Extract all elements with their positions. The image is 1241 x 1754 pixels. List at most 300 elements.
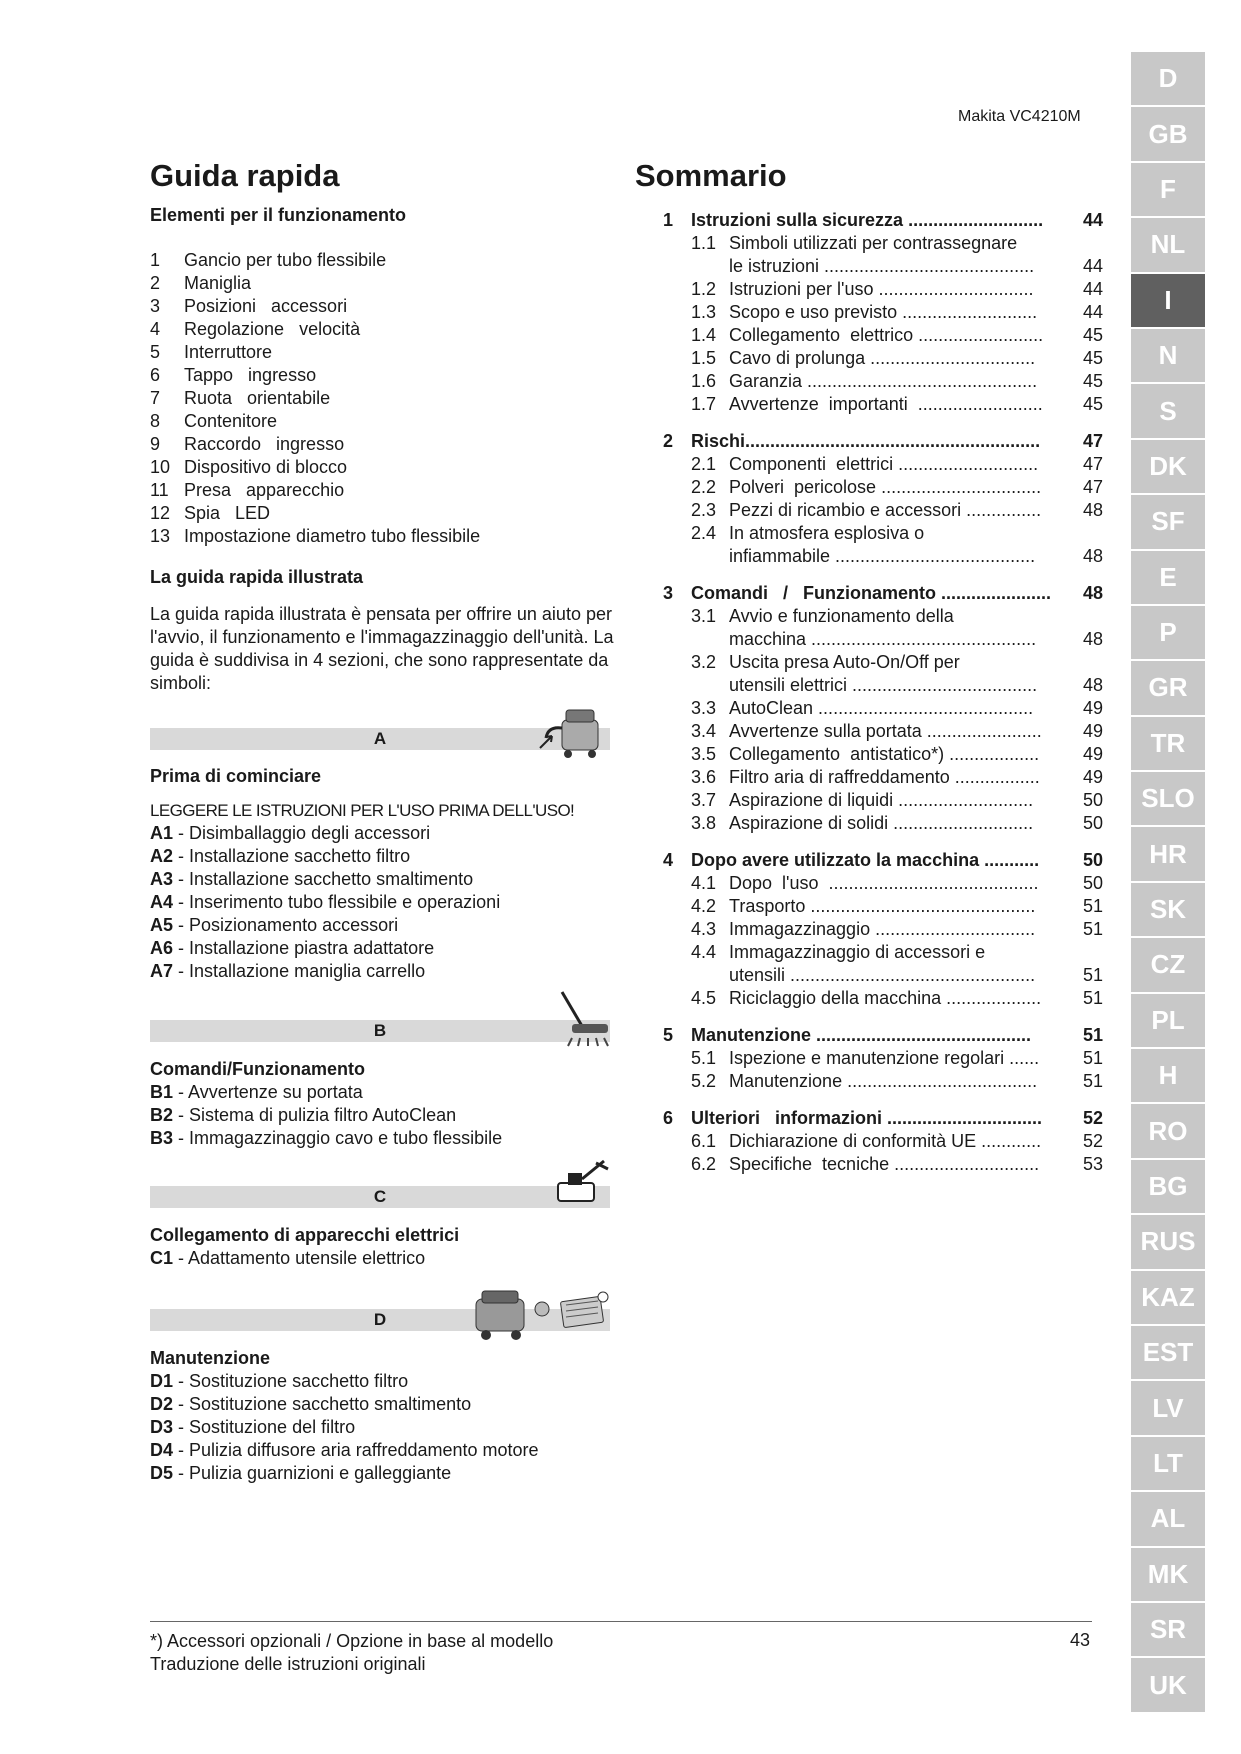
toc-subsection[interactable] [663, 393, 1103, 416]
power-tool-icon [552, 1157, 612, 1209]
subsection-page: 48 [1082, 500, 1103, 520]
section-item [150, 960, 574, 983]
item-code: A7 [150, 961, 174, 981]
element-label: Ruota orientabile [184, 388, 331, 408]
language-tab-est[interactable]: EST [1131, 1326, 1205, 1379]
item-text: - Sistema di pulizia filtro AutoClean [173, 1105, 457, 1125]
language-tab-n[interactable]: N [1131, 329, 1205, 382]
element-label: Posizioni accessori [184, 296, 348, 316]
subsection-title-cont: le istruzioni .......................................... [729, 256, 1035, 276]
toc-subsection[interactable] [663, 1153, 1103, 1176]
toc-subsection[interactable] [663, 476, 1103, 499]
item-text: - Pulizia guarnizioni e galleggiante [173, 1463, 452, 1483]
item-code: B1 [150, 1082, 174, 1102]
item-text: - Pulizia diffusore aria raffreddamento motore [173, 1440, 539, 1460]
subsection-number: 3.3 [691, 698, 717, 718]
toc-chapter-heading[interactable] [663, 582, 1103, 605]
section-item [150, 1127, 502, 1150]
subsection-number: 2.3 [691, 500, 717, 520]
chapter-page: 44 [1082, 210, 1103, 230]
chapter-page: 52 [1082, 1108, 1103, 1128]
toc-subsection[interactable] [663, 278, 1103, 301]
item-text: - Sostituzione del filtro [173, 1417, 356, 1437]
language-tab-tr[interactable]: TR [1131, 717, 1205, 770]
section-item [150, 1081, 502, 1104]
subsection-title: AutoClean ........................................... [729, 698, 1034, 718]
section-item [150, 1104, 502, 1127]
toc-subsection[interactable] [663, 453, 1103, 476]
subsection-title: Avvio e funzionamento della [729, 606, 954, 626]
language-tab-lt[interactable]: LT [1131, 1437, 1205, 1490]
section-b-group [150, 1058, 502, 1150]
subsection-page: 45 [1082, 348, 1103, 368]
toc-subsection[interactable] [663, 1047, 1103, 1070]
subsection-number: 6.2 [691, 1154, 717, 1174]
chapter-number: 2 [663, 431, 674, 451]
toc-subsection[interactable] [663, 987, 1103, 1010]
subsection-title: Componenti elettrici ............................ [729, 454, 1039, 474]
element-item [150, 341, 480, 364]
subsection-title: Pezzi di ricambio e accessori ............... [729, 500, 1042, 520]
subsection-title: Dopo l'uso .......................................... [729, 873, 1039, 893]
language-tab-hr[interactable]: HR [1131, 827, 1205, 880]
subsection-title-cont: macchina ............................................. [729, 629, 1037, 649]
language-tab-p[interactable]: P [1131, 606, 1205, 659]
subsection-title-cont: utensili elettrici ..................................... [729, 675, 1038, 695]
toc-chapter [663, 209, 1103, 416]
toc-subsection[interactable] [663, 324, 1103, 347]
toc-subsection-continued [663, 674, 1103, 697]
chapter-title: Istruzioni sulla sicurezza ........................... [691, 210, 1044, 230]
subsection-title: Avvertenze sulla portata ....................... [729, 721, 1042, 741]
subsection-title: In atmosfera esplosiva o [729, 523, 925, 543]
subsection-number: 3.7 [691, 790, 717, 810]
chapter-page: 50 [1082, 850, 1103, 870]
subsection-title: Garanzia .............................................. [729, 371, 1038, 391]
language-tab-ro[interactable]: RO [1131, 1104, 1205, 1157]
subsection-page: 49 [1082, 767, 1103, 787]
item-code: A4 [150, 892, 174, 912]
language-tab-rus[interactable]: RUS [1131, 1215, 1205, 1268]
subsection-number: 3.8 [691, 813, 717, 833]
subsection-title-cont: utensili ................................................. [729, 965, 1036, 985]
toc-subsection[interactable] [663, 651, 1103, 674]
item-code: A2 [150, 846, 174, 866]
element-label: Contenitore [184, 411, 278, 431]
item-text: - Installazione piastra adattatore [173, 938, 435, 958]
section-item [150, 891, 574, 914]
toc-subsection[interactable] [663, 370, 1103, 393]
subsection-page: 44 [1082, 302, 1103, 322]
toc-chapter-heading[interactable] [663, 849, 1103, 872]
language-tab-slo[interactable]: SLO [1131, 772, 1205, 825]
subsection-title: Immagazzinaggio di accessori e [729, 942, 986, 962]
item-text: - Installazione maniglia carrello [173, 961, 426, 981]
toc-subsection[interactable] [663, 522, 1103, 545]
subsection-number: 3.2 [691, 652, 717, 672]
toc-subsection[interactable] [663, 605, 1103, 628]
language-tab-uk[interactable]: UK [1131, 1658, 1205, 1711]
chapter-title: Ulteriori informazioni ............................... [691, 1108, 1043, 1128]
subsection-number: 1.3 [691, 302, 717, 322]
subsection-page [1067, 232, 1103, 255]
language-tab-e[interactable]: E [1131, 551, 1205, 604]
item-text: - Inserimento tubo flessibile e operazioni [173, 892, 501, 912]
elements-list [150, 249, 480, 548]
subsection-number: 3.4 [691, 721, 717, 741]
element-number: 6 [150, 365, 161, 385]
section-c-group [150, 1224, 459, 1270]
subsection-number: 1.4 [691, 325, 717, 345]
footer-notes [150, 1630, 553, 1676]
chapter-title: Comandi / Funzionamento ...................... [691, 583, 1052, 603]
toc-title: Sommario [635, 158, 787, 193]
language-tab-cz[interactable]: CZ [1131, 938, 1205, 991]
section-item [150, 1416, 539, 1439]
language-tab-lv[interactable]: LV [1131, 1381, 1205, 1434]
subsection-page: 47 [1082, 454, 1103, 474]
element-number: 3 [150, 296, 161, 316]
subsection-number: 4.3 [691, 919, 717, 939]
toc-subsection[interactable] [663, 812, 1103, 835]
toc-subsection[interactable] [663, 766, 1103, 789]
element-label: Raccordo ingresso [184, 434, 345, 454]
element-label: Tappo ingresso [184, 365, 317, 385]
language-tab-s[interactable]: S [1131, 384, 1205, 437]
language-tab-al[interactable]: AL [1131, 1492, 1205, 1545]
section-item [150, 1370, 539, 1393]
subsection-title: Polveri pericolose ................................ [729, 477, 1042, 497]
item-code: B2 [150, 1105, 174, 1125]
subsection-number: 3.1 [691, 606, 717, 626]
language-tab-mk[interactable]: MK [1131, 1548, 1205, 1601]
element-item [150, 295, 480, 318]
toc-chapter-heading[interactable] [663, 1024, 1103, 1047]
element-number: 4 [150, 319, 161, 339]
subsection-title: Collegamento elettrico ......................... [729, 325, 1044, 345]
element-label: Interruttore [184, 342, 273, 362]
subsection-page: 48 [1082, 629, 1103, 649]
subsection-page: 51 [1082, 1071, 1103, 1091]
element-number: 7 [150, 388, 161, 408]
footer-translation: Traduzione delle istruzioni originali [150, 1654, 426, 1674]
subsection-page [1067, 522, 1103, 545]
section-item [150, 1439, 539, 1462]
subsection-number: 6.1 [691, 1131, 717, 1151]
subsection-title: Simboli utilizzati per contrassegnare [729, 233, 1018, 253]
subsection-number: 4.2 [691, 896, 717, 916]
toc-subsection[interactable] [663, 1130, 1103, 1153]
toc-subsection[interactable] [663, 720, 1103, 743]
subsection-page: 45 [1082, 394, 1103, 414]
element-number: 9 [150, 434, 161, 454]
subsection-title: Collegamento antistatico*) .................. [729, 744, 1040, 764]
illustrated-guide-title: La guida rapida illustrata [150, 567, 364, 587]
subsection-title: Aspirazione di liquidi ........................... [729, 790, 1034, 810]
page-number: 43 [1070, 1630, 1091, 1650]
subsection-page: 48 [1082, 675, 1103, 695]
model-name: Makita VC4210M [958, 108, 1081, 125]
chapter-title: Manutenzione ........................................... [691, 1025, 1032, 1045]
chapter-title: Dopo avere utilizzato la macchina ........... [691, 850, 1040, 870]
subsection-number: 2.2 [691, 477, 717, 497]
chapter-number: 3 [663, 583, 674, 603]
section-d-title: Manutenzione [150, 1348, 270, 1368]
subsection-page: 49 [1082, 698, 1103, 718]
toc-chapter [663, 1024, 1103, 1093]
chapter-page: 48 [1082, 583, 1103, 603]
language-tab-gr[interactable]: GR [1131, 661, 1205, 714]
chapter-number: 5 [663, 1025, 674, 1045]
subsection-page: 49 [1082, 744, 1103, 764]
subsection-page [1067, 651, 1103, 674]
element-number: 12 [150, 503, 171, 523]
language-tab-f[interactable]: F [1131, 163, 1205, 216]
chapter-page: 51 [1082, 1025, 1103, 1045]
subsection-page: 51 [1082, 896, 1103, 916]
item-text: - Disimballaggio degli accessori [173, 823, 431, 843]
subsection-title-cont: infiammabile ........................................ [729, 546, 1036, 566]
element-number: 10 [150, 457, 171, 477]
subsection-number: 1.5 [691, 348, 717, 368]
section-c-title: Collegamento di apparecchi elettrici [150, 1225, 460, 1245]
element-label: Gancio per tubo flessibile [184, 250, 387, 270]
language-tab-sf[interactable]: SF [1131, 495, 1205, 548]
section-d-group [150, 1347, 539, 1485]
subsection-title: Trasporto ............................................. [729, 896, 1036, 916]
element-label: Maniglia [184, 273, 252, 293]
toc-chapter [663, 849, 1103, 1010]
subsection-page: 51 [1082, 1048, 1103, 1068]
language-tab-dk[interactable]: DK [1131, 440, 1205, 493]
item-code: A3 [150, 869, 174, 889]
subsection-page: 52 [1082, 1131, 1103, 1151]
elements-subtitle: Elementi per il funzionamento [150, 205, 407, 225]
language-tab-sk[interactable]: SK [1131, 883, 1205, 936]
toc-chapter-heading[interactable] [663, 1107, 1103, 1130]
subsection-page: 44 [1082, 256, 1103, 276]
toc-subsection-continued [663, 628, 1103, 651]
chapter-number: 6 [663, 1108, 674, 1128]
language-tab-sr[interactable]: SR [1131, 1603, 1205, 1656]
toc-chapter-heading[interactable] [663, 209, 1103, 232]
subsection-title: Aspirazione di solidi ............................ [729, 813, 1034, 833]
subsection-page [1067, 941, 1103, 964]
item-text: - Immagazzinaggio cavo e tubo flessibile [173, 1128, 503, 1148]
toc-subsection[interactable] [663, 697, 1103, 720]
floor-nozzle-icon [552, 990, 612, 1048]
subsection-title: Cavo di prolunga ................................. [729, 348, 1036, 368]
toc-subsection[interactable] [663, 743, 1103, 766]
subsection-title: Ispezione e manutenzione regolari ...... [729, 1048, 1040, 1068]
chapter-number: 4 [663, 850, 674, 870]
subsection-page: 51 [1082, 965, 1103, 985]
toc-chapter [663, 430, 1103, 568]
subsection-number: 1.2 [691, 279, 717, 299]
language-tab-d[interactable]: D [1131, 52, 1205, 105]
item-code: D3 [150, 1417, 174, 1437]
footer-divider [150, 1621, 1092, 1622]
chapter-number: 1 [663, 210, 674, 230]
subsection-page: 50 [1082, 813, 1103, 833]
section-b-title: Comandi/Funzionamento [150, 1059, 365, 1079]
toc-subsection[interactable] [663, 1070, 1103, 1093]
toc-chapter [663, 1107, 1103, 1176]
toc-subsection[interactable] [663, 232, 1103, 255]
language-tab-pl[interactable]: PL [1131, 994, 1205, 1047]
section-d-bar: D [150, 1309, 610, 1331]
subsection-title: Dichiarazione di conformità UE ............ [729, 1131, 1042, 1151]
subsection-number: 1.1 [691, 233, 717, 253]
section-item [150, 1462, 539, 1485]
section-a-title: Prima di cominciare [150, 766, 322, 786]
item-text: - Installazione sacchetto filtro [173, 846, 411, 866]
item-code: A1 [150, 823, 174, 843]
subsection-number: 4.5 [691, 988, 717, 1008]
subsection-title: Filtro aria di raffreddamento ................. [729, 767, 1040, 787]
subsection-page: 50 [1082, 790, 1103, 810]
language-tab-bg[interactable]: BG [1131, 1160, 1205, 1213]
subsection-page: 50 [1082, 873, 1103, 893]
subsection-title: Riciclaggio della macchina ................... [729, 988, 1042, 1008]
toc-subsection[interactable] [663, 789, 1103, 812]
maintenance-icon [470, 1285, 612, 1343]
subsection-number: 2.1 [691, 454, 717, 474]
element-item [150, 479, 480, 502]
subsection-title: Scopo e uso previsto ........................... [729, 302, 1038, 322]
subsection-page [1067, 605, 1103, 628]
toc-subsection[interactable] [663, 499, 1103, 522]
chapter-page: 47 [1082, 431, 1103, 451]
element-item [150, 364, 480, 387]
subsection-page: 51 [1082, 988, 1103, 1008]
element-item [150, 410, 480, 433]
subsection-page: 44 [1082, 279, 1103, 299]
item-text: - Posizionamento accessori [173, 915, 399, 935]
toc-subsection[interactable] [663, 895, 1103, 918]
element-item [150, 387, 480, 410]
section-a-bar: A [150, 728, 610, 750]
subsection-page: 47 [1082, 477, 1103, 497]
subsection-number: 1.6 [691, 371, 717, 391]
section-item [150, 1247, 459, 1270]
element-item [150, 502, 480, 525]
item-text: - Avvertenze su portata [173, 1082, 363, 1102]
subsection-number: 4.1 [691, 873, 717, 893]
section-item [150, 822, 574, 845]
toc-chapter-heading[interactable] [663, 430, 1103, 453]
item-text: - Sostituzione sacchetto smaltimento [173, 1394, 472, 1414]
subsection-title: Istruzioni per l'uso ............................... [729, 279, 1034, 299]
subsection-page: 49 [1082, 721, 1103, 741]
element-label: Spia LED [184, 503, 271, 523]
element-label: Dispositivo di blocco [184, 457, 348, 477]
toc-subsection-continued [663, 255, 1103, 278]
item-text: - Installazione sacchetto smaltimento [173, 869, 474, 889]
toc-subsection[interactable] [663, 872, 1103, 895]
chapter-title: Rischi........................................................... [691, 431, 1041, 451]
toc-subsection[interactable] [663, 941, 1103, 964]
item-code: A6 [150, 938, 174, 958]
subsection-page: 53 [1082, 1154, 1103, 1174]
item-code: D4 [150, 1440, 174, 1460]
element-item [150, 249, 480, 272]
subsection-number: 2.4 [691, 523, 717, 543]
element-item [150, 433, 480, 456]
section-item [150, 845, 574, 868]
element-label: Regolazione velocità [184, 319, 361, 339]
vacuum-icon [538, 702, 612, 760]
subsection-title: Manutenzione ...................................... [729, 1071, 1038, 1091]
item-code: D5 [150, 1463, 174, 1483]
subsection-title: Specifiche tecniche ............................. [729, 1154, 1040, 1174]
language-sidebar [1131, 52, 1205, 1714]
language-tab-h[interactable]: H [1131, 1049, 1205, 1102]
subsection-page: 45 [1082, 325, 1103, 345]
section-item [150, 914, 574, 937]
element-number: 8 [150, 411, 161, 431]
item-code: D1 [150, 1371, 174, 1391]
toc-subsection[interactable] [663, 918, 1103, 941]
item-text: - Adattamento utensile elettrico [173, 1248, 426, 1268]
language-tab-gb[interactable]: GB [1131, 107, 1205, 160]
language-tab-kaz[interactable]: KAZ [1131, 1271, 1205, 1324]
footer-note: *) Accessori opzionali / Opzione in base al modello [150, 1631, 554, 1651]
subsection-number: 3.6 [691, 767, 717, 787]
language-tab-nl[interactable]: NL [1131, 218, 1205, 271]
subsection-title: Uscita presa Auto-On/Off per [729, 652, 960, 672]
subsection-number: 1.7 [691, 394, 717, 414]
section-item [150, 937, 574, 960]
toc-subsection-continued [663, 545, 1103, 568]
element-number: 1 [150, 250, 161, 270]
quick-guide-title: Guida rapida [150, 158, 340, 193]
toc-subsection[interactable] [663, 347, 1103, 370]
toc-chapter [663, 582, 1103, 835]
item-code: A5 [150, 915, 174, 935]
item-code: B3 [150, 1128, 174, 1148]
toc-subsection[interactable] [663, 301, 1103, 324]
section-b-bar: B [150, 1020, 610, 1042]
element-item [150, 318, 480, 341]
element-item [150, 525, 480, 548]
section-c-bar: C [150, 1186, 610, 1208]
item-code: C1 [150, 1248, 174, 1268]
subsection-title: Avvertenze importanti ......................... [729, 394, 1043, 414]
section-a-group [150, 765, 574, 983]
subsection-number: 4.4 [691, 942, 717, 962]
toc-subsection-continued [663, 964, 1103, 987]
element-number: 5 [150, 342, 161, 362]
subsection-title: Immagazzinaggio ................................ [729, 919, 1036, 939]
element-number: 13 [150, 526, 171, 546]
subsection-number: 5.1 [691, 1048, 717, 1068]
subsection-number: 5.2 [691, 1071, 717, 1091]
subsection-page: 51 [1082, 919, 1103, 939]
section-a-note: LEGGERE LE ISTRUZIONI PER L'USO PRIMA DELL'USO! [150, 801, 575, 820]
element-number: 2 [150, 273, 161, 293]
section-item [150, 1393, 539, 1416]
language-tab-i[interactable]: I [1131, 274, 1205, 327]
item-code: D2 [150, 1394, 174, 1414]
element-number: 11 [150, 480, 169, 500]
subsection-number: 3.5 [691, 744, 717, 764]
subsection-page: 45 [1082, 371, 1103, 391]
subsection-page: 48 [1082, 546, 1103, 566]
table-of-contents [663, 209, 1103, 1190]
element-label: Presa apparecchio [184, 480, 345, 500]
section-item [150, 868, 574, 891]
